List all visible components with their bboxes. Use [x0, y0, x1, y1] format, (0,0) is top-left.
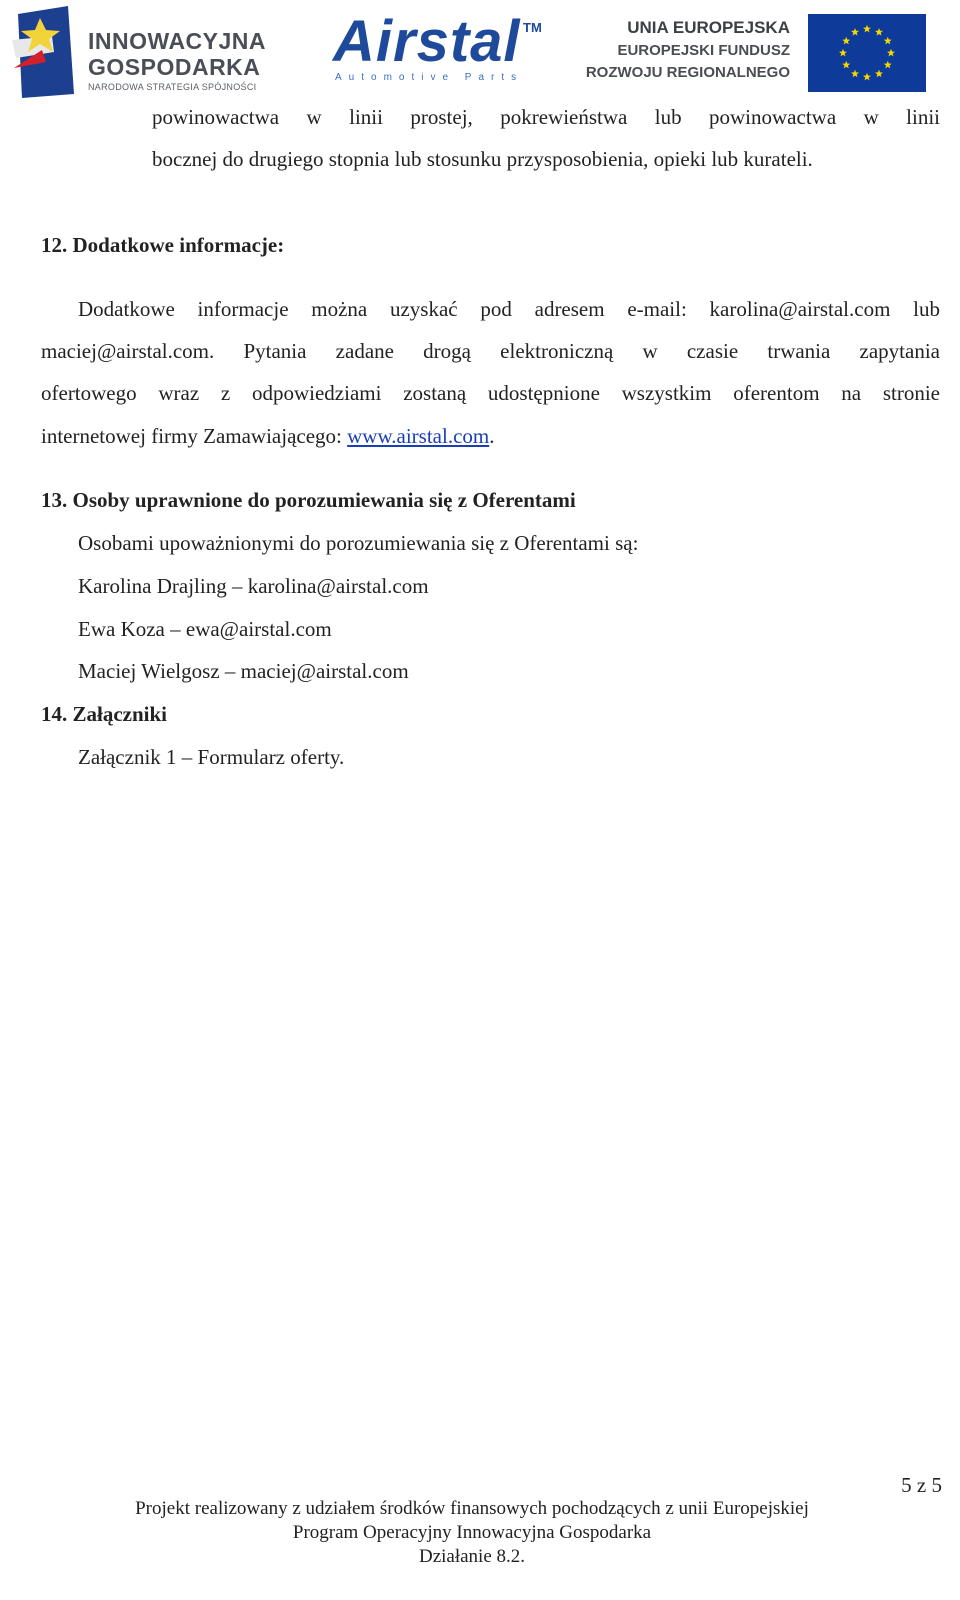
- innowacyjna-gospodarka-logo: [12, 6, 292, 98]
- eu-flag-icon: [808, 14, 926, 92]
- attachment-item: Załącznik 1 – Formularz oferty.: [78, 745, 345, 769]
- ig-logo-line3: NARODOWA STRATEGIA SPÓJNOŚCI: [88, 82, 257, 92]
- section-12-heading: 12. Dodatkowe informacje:: [41, 233, 285, 257]
- page-number: 5 z 5: [901, 1473, 942, 1497]
- section-12-line-4-prefix: internetowej firmy Zamawiającego:: [41, 424, 348, 448]
- ig-logo-line1: INNOWACYJNA: [88, 28, 267, 54]
- eu-logo-line2: EUROPEJSKI FUNDUSZ: [617, 42, 790, 59]
- section-12-line-2: maciej@airstal.com. Pytania zadane drogą elektroniczną w czasie trwania zapytania: [41, 339, 940, 363]
- airstal-logo-subtitle: Automotive Parts: [335, 72, 524, 83]
- airstal-logo-word: Airstal: [333, 9, 521, 74]
- section-14-heading: 14. Załączniki: [41, 702, 168, 726]
- section-13-intro: Osobami upoważnionymi do porozumiewania się z Oferentami są:: [78, 531, 639, 555]
- section-12-line-1: Dodatkowe informacje można uzyskać pod adresem e-mail: karolina@airstal.com lub: [78, 297, 940, 321]
- contact-item: Maciej Wielgosz – maciej@airstal.com: [78, 659, 409, 683]
- ig-logo-line2: GOSPODARKA: [88, 54, 261, 80]
- contact-item: Karolina Drajling – karolina@airstal.com: [78, 574, 429, 598]
- continued-line-2: bocznej do drugiego stopnia lub stosunku przysposobienia, opieki lub kurateli.: [152, 147, 813, 171]
- section-12-line-3: ofertowego wraz z odpowiedziami zostaną udostępnione wszystkim oferentom na stronie: [41, 381, 940, 405]
- continued-line-1: powinowactwa w linii prostej, pokrewieństwa lub powinowactwa w linii: [152, 105, 940, 129]
- innowacyjna-gospodarka-mark-icon: [12, 6, 82, 98]
- footer-line-1: Projekt realizowany z udziałem środków finansowych pochodzących z unii Europejskiej: [135, 1498, 809, 1519]
- footer-line-2: Program Operacyjny Innowacyjna Gospodarka: [292, 1522, 652, 1543]
- eu-logo-line1: UNIA EUROPEJSKA: [627, 18, 790, 37]
- airstal-logo: [333, 9, 553, 90]
- contact-item: Ewa Koza – ewa@airstal.com: [78, 617, 332, 641]
- eu-logo-line3: ROZWOJU REGIONALNEGO: [585, 64, 790, 81]
- airstal-logo-tm: TM: [523, 20, 542, 35]
- section-12-line-4-suffix: .: [489, 424, 495, 448]
- section-12-line-4: [41, 415, 494, 457]
- eu-fund-logo: [585, 12, 928, 94]
- airstal-website-link[interactable]: www.airstal.com: [347, 424, 490, 448]
- section-13-heading: 13. Osoby uprawnione do porozumiewania się z Oferentami: [41, 488, 576, 512]
- footer-line-3: Działanie 8.2.: [418, 1546, 526, 1567]
